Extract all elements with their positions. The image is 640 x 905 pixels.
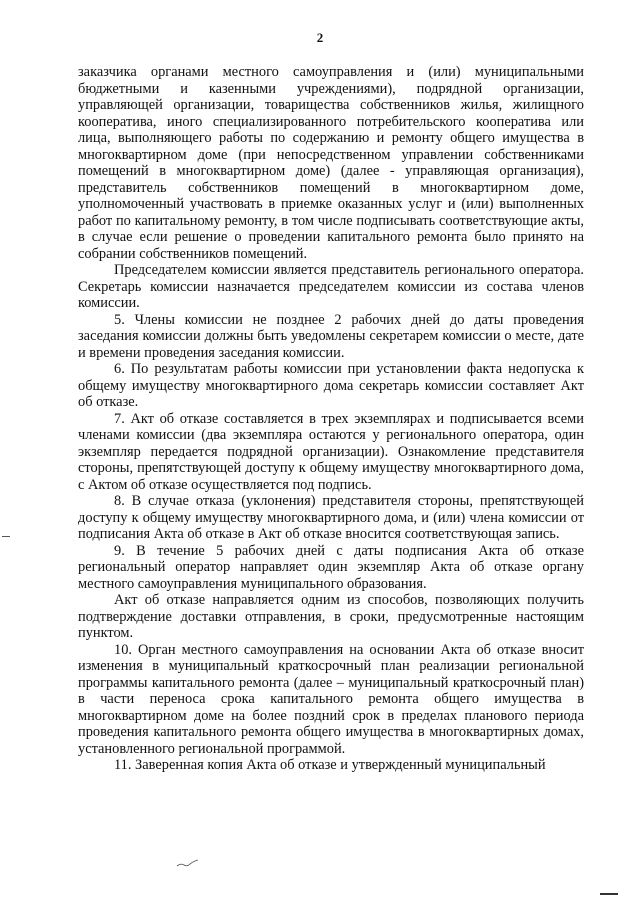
pen-scribble-mark (176, 858, 200, 868)
paragraph-item-8: 8. В случае отказа (уклонения) представителя стороны, препятствующей доступу к общему имуществу многоквартирного дома, и (или) члена комиссии от подписания Акта об отказе в Акт об отказе вносится соответствующая запись. (78, 493, 584, 542)
paragraph-item-10: 10. Орган местного самоуправления на основании Акта об отказе вносит изменения в муниципальный краткосрочный план реализации региональной программы капитального ремонта (далее – муниципальный краткосрочный план) в части переноса срока капитального ремонта общего имущества в многоквартирном доме на более поздний срок в пределах планового периода проведения капитального ремонта общего имущества в многоквартирных домах, установленного региональной программой. (78, 641, 584, 757)
paragraph-continuation: заказчика органами местного самоуправления и (или) муниципальными бюджетными и казенными учреждениями), подрядной организации, управляющей организации, товарищества собственников жилья, жилищного кооператива, иного специализированного потребительского кооператива или лица, выполняющего работы по содержанию и ремонту общего имущества в многоквартирном доме (при непосредственном управлении собственниками помещений в многоквартирном доме) (далее - управляющая организация), представитель собственников помещений в многоквартирном доме, уполномоченный участвовать в приемке оказанных услуг и (или) выполненных работ по капитальному ремонту, в том числе подписывать соответствующие акты, в случае если решение о проведении капитального ремонта было принято на собрании собственников помещений. (78, 64, 584, 262)
corner-mark (600, 893, 618, 895)
paragraph-item-9-delivery: Акт об отказе направляется одним из способов, позволяющих получить подтверждение доставки отправления, в сроки, предусмотренные настоящим пунктом. (78, 592, 584, 641)
paragraph-item-11: 11. Заверенная копия Акта об отказе и утвержденный муниципальный (114, 757, 546, 773)
document-body (78, 64, 584, 774)
paragraph-item-9: 9. В течение 5 рабочих дней с даты подписания Акта об отказе региональный оператор направляет один экземпляр Акта об отказе органу местного самоуправления муниципального образования. (78, 542, 584, 592)
paragraph-item-7: 7. Акт об отказе составляется в трех экземплярах и подписывается всеми членами комиссии (два экземпляра остаются у регионального оператора, один экземпляр передается подрядной организации). Ознакомление представителя стороны, препятствующей доступу к общему имуществу многоквартирного дома, с Актом об отказе осуществляется под подпись. (78, 410, 584, 493)
page-number: 2 (316, 30, 324, 45)
paragraph-item-6: 6. По результатам работы комиссии при установлении факта недопуска к общему имуществу многоквартирного дома секретарь комиссии составляет Акт об отказе. (78, 361, 584, 410)
paragraph-chairman: Председателем комиссии является представитель регионального оператора. Секретарь комиссии назначается председателем комиссии из состава членов комиссии. (78, 262, 584, 311)
paragraph-item-5: 5. Члены комиссии не позднее 2 рабочих дней до даты проведения заседания комиссии должны быть уведомлены секретарем комиссии о месте, дате и времени проведения заседания комиссии. (78, 311, 584, 361)
margin-mark (2, 536, 10, 537)
